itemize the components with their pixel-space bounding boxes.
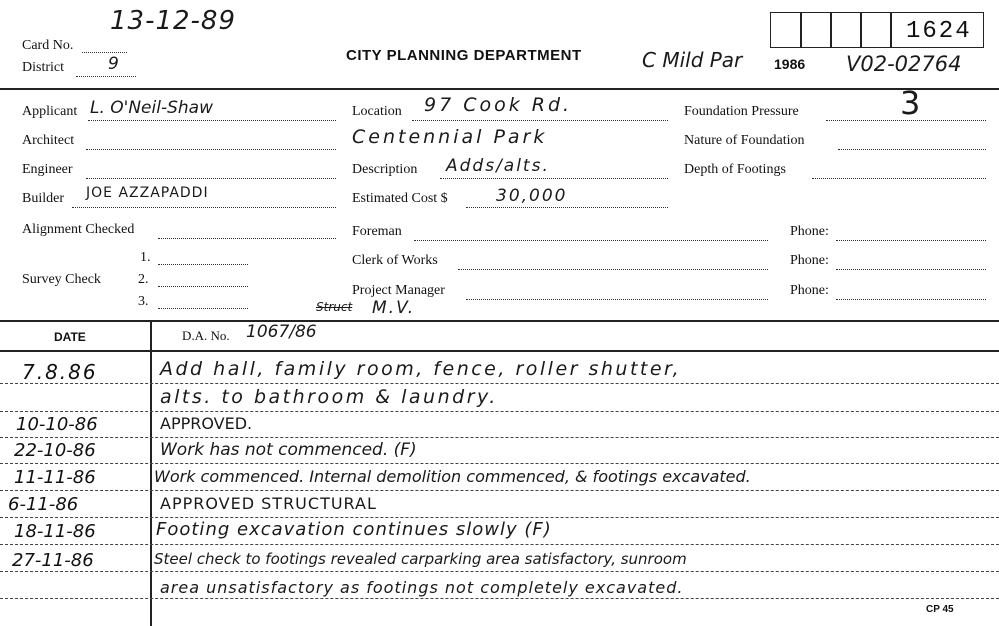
row-entry: Steel check to footings revealed carparking area satisfactory, sunroom xyxy=(154,550,687,568)
foundation-pressure-label: Foundation Pressure xyxy=(684,104,799,119)
alignment-line xyxy=(158,238,336,239)
row-date: 11-11-86 xyxy=(14,467,96,488)
table-rule xyxy=(0,383,999,384)
table-rule xyxy=(0,463,999,464)
row-entry: Work commenced. Internal demolition commenced, & footings excavated. xyxy=(154,467,751,486)
row-date: 6-11-86 xyxy=(8,494,79,515)
clerk-phone-label: Phone: xyxy=(790,253,829,268)
foreman-label: Foreman xyxy=(352,224,402,239)
foreman-line xyxy=(414,240,768,241)
nature-line xyxy=(838,149,986,150)
pm-phone-label: Phone: xyxy=(790,283,829,298)
table-rule xyxy=(0,490,999,491)
struck-text: Struct xyxy=(316,300,353,314)
survey-line-3 xyxy=(158,308,248,309)
row-date: 27-11-86 xyxy=(12,550,94,571)
cost-value: 30,000 xyxy=(496,186,568,206)
applicant-line xyxy=(88,120,336,121)
description-value: Adds/alts. xyxy=(446,156,550,176)
table-rule xyxy=(0,571,999,572)
row-entry: APPROVED. xyxy=(160,414,253,433)
table-rule xyxy=(0,411,999,412)
number-box-2 xyxy=(800,12,832,48)
header-divider xyxy=(0,88,999,90)
mv-text: M.V. xyxy=(372,298,416,318)
da-value: 1067/86 xyxy=(246,322,317,342)
builder-value: JOE AZZAPADDI xyxy=(86,185,209,201)
handwritten-date: 13-12-89 xyxy=(110,6,237,36)
row-date: 7.8.86 xyxy=(22,360,98,384)
architect-label: Architect xyxy=(22,133,75,148)
table-rule xyxy=(0,544,999,545)
department-title: CITY PLANNING DEPARTMENT xyxy=(346,47,582,64)
row-entry: APPROVED STRUCTURAL xyxy=(160,494,377,513)
survey-item-1: 1. xyxy=(140,250,151,265)
row-entry: alts. to bathroom & laundry. xyxy=(160,386,498,408)
row-entry: Footing excavation continues slowly (F) xyxy=(156,519,552,540)
da-label: D.A. No. xyxy=(182,328,230,343)
clerk-label: Clerk of Works xyxy=(352,253,438,268)
pm-label: Project Manager xyxy=(352,283,445,298)
location-label: Location xyxy=(352,104,402,119)
table-rule xyxy=(0,598,999,599)
description-line xyxy=(440,178,668,179)
survey-item-3: 3. xyxy=(138,294,149,309)
row-date: 18-11-86 xyxy=(14,521,96,542)
row-entry: area unsatisfactory as footings not completely excavated. xyxy=(160,578,684,597)
alignment-label: Alignment Checked xyxy=(22,222,135,237)
card-no-line xyxy=(82,52,127,53)
row-entry: Work has not commenced. (F) xyxy=(160,440,417,460)
location-value-2: Centennial Park xyxy=(352,126,548,148)
date-column-divider xyxy=(150,320,152,626)
clerk-line xyxy=(458,269,768,270)
builder-line xyxy=(72,207,336,208)
number-box-3 xyxy=(830,12,862,48)
table-rule xyxy=(0,517,999,518)
applicant-value: L. O'Neil-Shaw xyxy=(90,98,213,118)
architect-line xyxy=(86,149,336,150)
survey-line-1 xyxy=(158,264,248,265)
form-code: CP 45 xyxy=(926,604,954,615)
builder-label: Builder xyxy=(22,191,64,206)
engineer-line xyxy=(86,178,336,179)
card-no-label: Card No. xyxy=(22,38,74,53)
row-date: 10-10-86 xyxy=(16,414,98,435)
row-entry: Add hall, family room, fence, roller shutter, xyxy=(160,358,682,380)
depth-line xyxy=(812,178,986,179)
district-line xyxy=(76,76,136,77)
engineer-label: Engineer xyxy=(22,162,73,177)
row-date: 22-10-86 xyxy=(14,440,96,461)
survey-label: Survey Check xyxy=(22,272,101,287)
description-label: Description xyxy=(352,162,418,177)
cost-line xyxy=(466,207,668,208)
survey-item-2: 2. xyxy=(138,272,149,287)
depth-label: Depth of Footings xyxy=(684,162,786,177)
date-header: DATE xyxy=(54,330,86,344)
foreman-phone-label: Phone: xyxy=(790,224,829,239)
location-line xyxy=(412,120,668,121)
year: 1986 xyxy=(774,56,806,72)
location-value: 97 Cook Rd. xyxy=(424,94,573,116)
district-value: 9 xyxy=(108,54,119,74)
foreman-phone-line xyxy=(836,240,986,241)
foundation-pressure-value: 3 xyxy=(900,84,921,122)
pm-phone-line xyxy=(836,299,986,300)
clerk-phone-line xyxy=(836,269,986,270)
pm-line xyxy=(466,299,768,300)
number-box-4 xyxy=(860,12,892,48)
ref-code: V02-02764 xyxy=(846,52,962,76)
number-box-1 xyxy=(770,12,802,48)
cost-label: Estimated Cost $ xyxy=(352,191,448,206)
nature-label: Nature of Foundation xyxy=(684,133,805,148)
handwritten-ref: C Mild Par xyxy=(642,48,743,72)
table-rule xyxy=(0,437,999,438)
survey-line-2 xyxy=(158,286,248,287)
applicant-label: Applicant xyxy=(22,104,78,119)
card-number: 1624 xyxy=(906,18,972,45)
district-label: District xyxy=(22,60,64,75)
